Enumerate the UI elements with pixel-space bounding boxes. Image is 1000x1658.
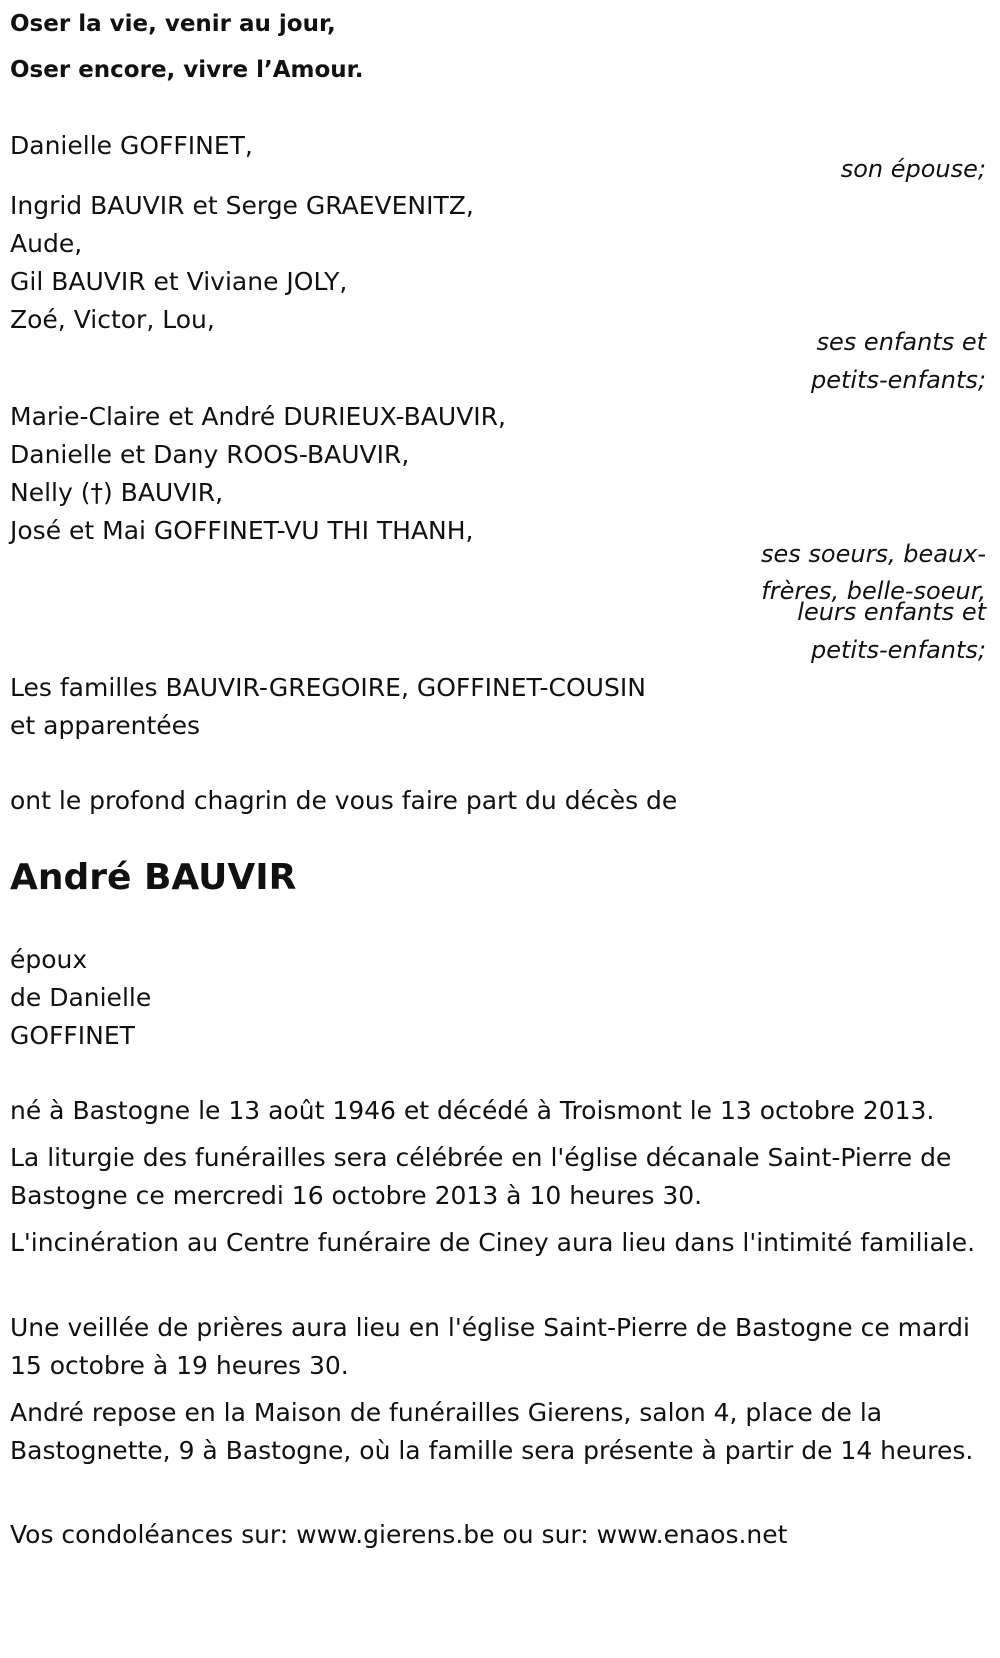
families-line-2: et apparentées (10, 711, 201, 740)
deceased-spouse-line-2: de Danielle (10, 983, 152, 1012)
spouse-role: son épouse; (840, 155, 986, 183)
deceased-name: André BAUVIR (10, 857, 297, 898)
siblings-line-3: Nelly (†) BAUVIR, (10, 478, 224, 507)
deceased-spouse-line-1: époux (10, 945, 88, 974)
birth-death-paragraph: né à Bastogne le 13 août 1946 et décédé à Troismont le 13 octobre 2013. (10, 1096, 935, 1125)
deceased-spouse-line-3: GOFFINET (10, 1021, 135, 1050)
siblings-line-4: José et Mai GOFFINET-VU THI THANH, (10, 516, 474, 545)
children-line-3: Gil BAUVIR et Viviane JOLY, (10, 267, 348, 296)
siblings-role-line-3: leurs enfants et (797, 598, 986, 626)
children-role-line-1: ses enfants et (816, 328, 986, 356)
condolences-paragraph: Vos condoléances sur: www.gierens.be ou sur: www.enaos.net (10, 1520, 788, 1549)
spouse-name: Danielle GOFFINET, (10, 131, 253, 160)
liturgy-paragraph: La liturgie des funérailles sera célébrée en l'église décanale Saint-Pierre de Bastogne ce mercredi 16 octobre 2013 à 10 heures 30. (10, 1143, 952, 1210)
repose-paragraph: André repose en la Maison de funérailles Gierens, salon 4, place de la Bastognette, 9 à Bastogne, où la famille sera présente à partir de 14 heures. (10, 1398, 974, 1465)
siblings-role-line-1: ses soeurs, beaux- (761, 540, 986, 568)
poem-line-1: Oser la vie, venir au jour, (10, 11, 336, 37)
siblings-line-1: Marie-Claire et André DURIEUX-BAUVIR, (10, 402, 506, 431)
siblings-role-line-4: petits-enfants; (811, 636, 986, 664)
children-line-4: Zoé, Victor, Lou, (10, 305, 215, 334)
children-line-1: Ingrid BAUVIR et Serge GRAEVENITZ, (10, 191, 474, 220)
poem-line-2: Oser encore, vivre l’Amour. (10, 57, 364, 83)
incineration-paragraph: L'incinération au Centre funéraire de Ciney aura lieu dans l'intimité familiale. (10, 1228, 976, 1257)
siblings-role-line-2: frères, belle-soeur, (761, 577, 986, 605)
siblings-line-2: Danielle et Dany ROOS-BAUVIR, (10, 440, 410, 469)
children-line-2: Aude, (10, 229, 83, 258)
vigil-paragraph: Une veillée de prières aura lieu en l'église Saint-Pierre de Bastogne ce mardi 15 octobre à 19 heures 30. (10, 1313, 970, 1380)
announcement: ont le profond chagrin de vous faire part du décès de (10, 786, 678, 815)
families-line-1: Les familles BAUVIR-GREGOIRE, GOFFINET-COUSIN (10, 673, 646, 702)
children-role-line-2: petits-enfants; (811, 366, 986, 394)
